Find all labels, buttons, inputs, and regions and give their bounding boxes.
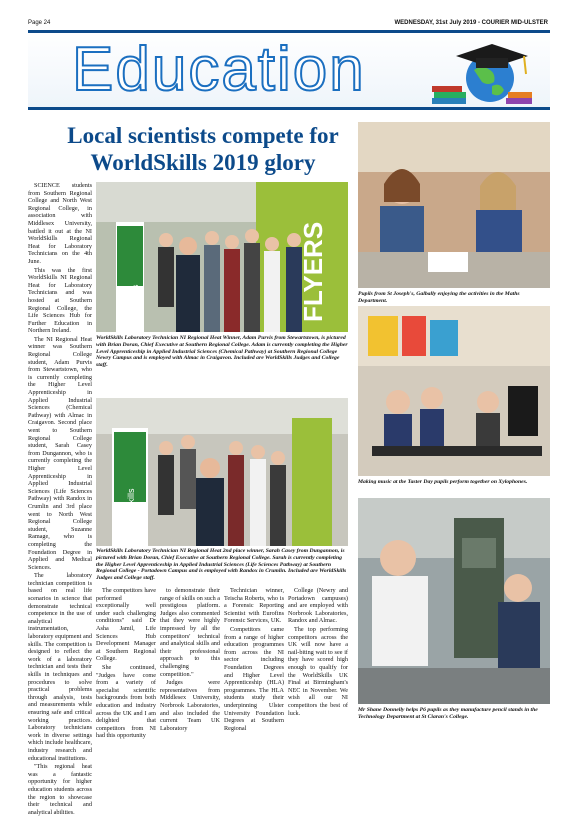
paragraph: The NI Regional Heat winner was Southern Regional College student, Adam Purvis from Stewartstown, who is currently completing the Higher Level Apprenticeship in Applied Industrial Sciences (Chemical Pathway) with Almac in Craigavon. Second place went to Southern Regional College student, Sarah Casey from Dungannon, who is currently completing the Higher Level Apprenticeship in Applied Industrial Sciences (Life Sciences Pathway) with Randox in Crumlin and 3rd place went to North West Regional College student, Suzanne Ramage, who is completing the Foundation Degree in Applied and Medical Sciences.	[28, 335, 92, 571]
article-headline: Local scientists compete for WorldSkills 2019 glory	[67, 123, 339, 175]
paragraph: College (Newry and Portadown campuses) and are employed with Norbrook Laboratories, Randox and Almac.	[288, 587, 348, 625]
paragraph: Competitors came from a range of higher education programmes from across the NI sector including Foundation Degrees and Higher Level Apprenticeship (HLA) programmes. The HLA students study their underpinning Ulster University Foundation Degrees at Southern Regional	[224, 625, 284, 732]
paragraph: Judges were representatives from Middlesex University, Norbrook Laboratories, and also included the current Team UK Laboratory	[160, 679, 220, 732]
paragraph: She continued, "Judges have come from a variety of specialist scientific backgrounds from both education and industry across the UK and I am delighted that competitors from NI had this opportunity	[96, 663, 156, 740]
paragraph: SCIENCE students from Southern Regional College and North West Regional College, in association with Middlesex University, battled it out at the NI WorldSkills Regional Heat for Laboratory Technicians on the 4th June.	[28, 182, 92, 265]
sidebar-caption-1: Pupils from St Joseph's, Galbally enjoying the activities in the Maths Department.	[358, 291, 520, 304]
dateline: WEDNESDAY, 31st July 2019 - COURIER MID-ULSTER	[394, 20, 548, 26]
worldskills-banner-text: skills	[126, 488, 136, 508]
photo-illustration	[358, 306, 550, 476]
paragraph: This was the first WorldSkills NI Regional Heat for Laboratory Technicians and was hosted at Southern Regional College, the Life Sciences Hub for Further Education in Northern Ireland.	[28, 266, 92, 335]
music-taster-day-photo	[358, 306, 550, 476]
paragraph: to demonstrate their range of skills on such a prestigious platform. Judges also commented that they were highly impressed by all the competitors' technical and analytical skills and their professional approach to this challenging competition."	[160, 587, 220, 678]
banner-word: Education	[72, 35, 366, 104]
graduation-globe-icon	[430, 34, 534, 106]
photo-caption-2: WorldSkills Laboratory Technician NI Regional Heat 2nd place winner, Sarah Casey from Dungannon, is pictured with Brian Doran, Chief Executive at Southern Regional College. Sarah is currently completing the Higher Level Apprenticeship in Applied Industrial Sciences (Life Sciences Pathway) at Southern Regional College - Portadown Campus and is employed with Randox in Crumlin. Included are WorldSkills Judges and College staff.	[96, 548, 347, 582]
article-column-3	[160, 587, 220, 732]
photo-illustration	[358, 122, 550, 288]
photo-illustration	[96, 182, 348, 332]
technology-department-photo	[358, 498, 550, 704]
article-column-1	[28, 182, 92, 816]
photo-illustration	[96, 398, 348, 546]
banner-bottom-rule	[28, 107, 550, 110]
article-column-5	[288, 587, 348, 717]
article-column-2	[96, 587, 156, 740]
paragraph: Technician winner, Teischa Roberts, who is a Forensic Reporting Scientist with Eurofins Forensic Services, UK.	[224, 587, 284, 625]
maths-department-photo	[358, 122, 550, 288]
flyers-sign-text: FLYERS	[298, 221, 328, 322]
sidebar-caption-2: Making music at the Taster Day pupils perform together on Xylophones.	[358, 479, 528, 485]
photo-illustration	[358, 498, 550, 704]
sidebar-caption-3: Mr Shane Donnelly helps P6 pupils as they manufacture pencil stands in the Technology Department at St Ciaran's College.	[358, 707, 538, 720]
paragraph: The competitors have performed exceptionally well under such challenging conditions" said Dr Asha Jamil, Life Sciences Hub Development Manager at Southern Regional College.	[96, 587, 156, 663]
photo-caption-1: WorldSkills Laboratory Technician NI Regional Heat Winner, Adam Purvis from Stewartstown, is pictured with Brian Doran, Chief Executive at Southern Regional College. Adam is currently completing the Higher Level Apprenticeship in Applied Industrial Sciences (Chemical Pathway) at Southern Regional College Newry Campus and is employed with Almac in Craigavon. Included are WorldSkills Judges and College staff.	[96, 335, 348, 369]
page-number: Page 24	[28, 20, 51, 26]
paragraph: The top performing competitors across the UK will now have a nail-biting wait to see if they have scored high enough to qualify for the WorldSkills UK Final at Birmingham's NEC in November. We wish all our NI competitors the best of luck.	[288, 625, 348, 717]
education-banner	[28, 30, 550, 110]
worldskills-second-place-photo	[96, 398, 348, 546]
paragraph: The laboratory technician competition is based on real life scenarios in science that demonstrate technical competence in the use of analytical instrumentation, laboratory equipment and skills. The competition is designed to reflect the work of a laboratory technician and tests their skills in techniques and procedures to solve practical problems through analysis, tests and measurements while ensuring safe and critical working practices. Laboratory technicians work in diverse settings which include healthcare, industry research and educational institutions.	[28, 572, 92, 762]
paragraph: "This regional heat was a fantastic opportunity for higher education students across the region to showcase their technical and analytical abilities.	[28, 763, 92, 816]
banner-top-rule	[28, 30, 550, 33]
worldskills-banner-text: skills	[131, 284, 140, 302]
worldskills-winner-photo	[96, 182, 348, 332]
article-column-4	[224, 587, 284, 732]
